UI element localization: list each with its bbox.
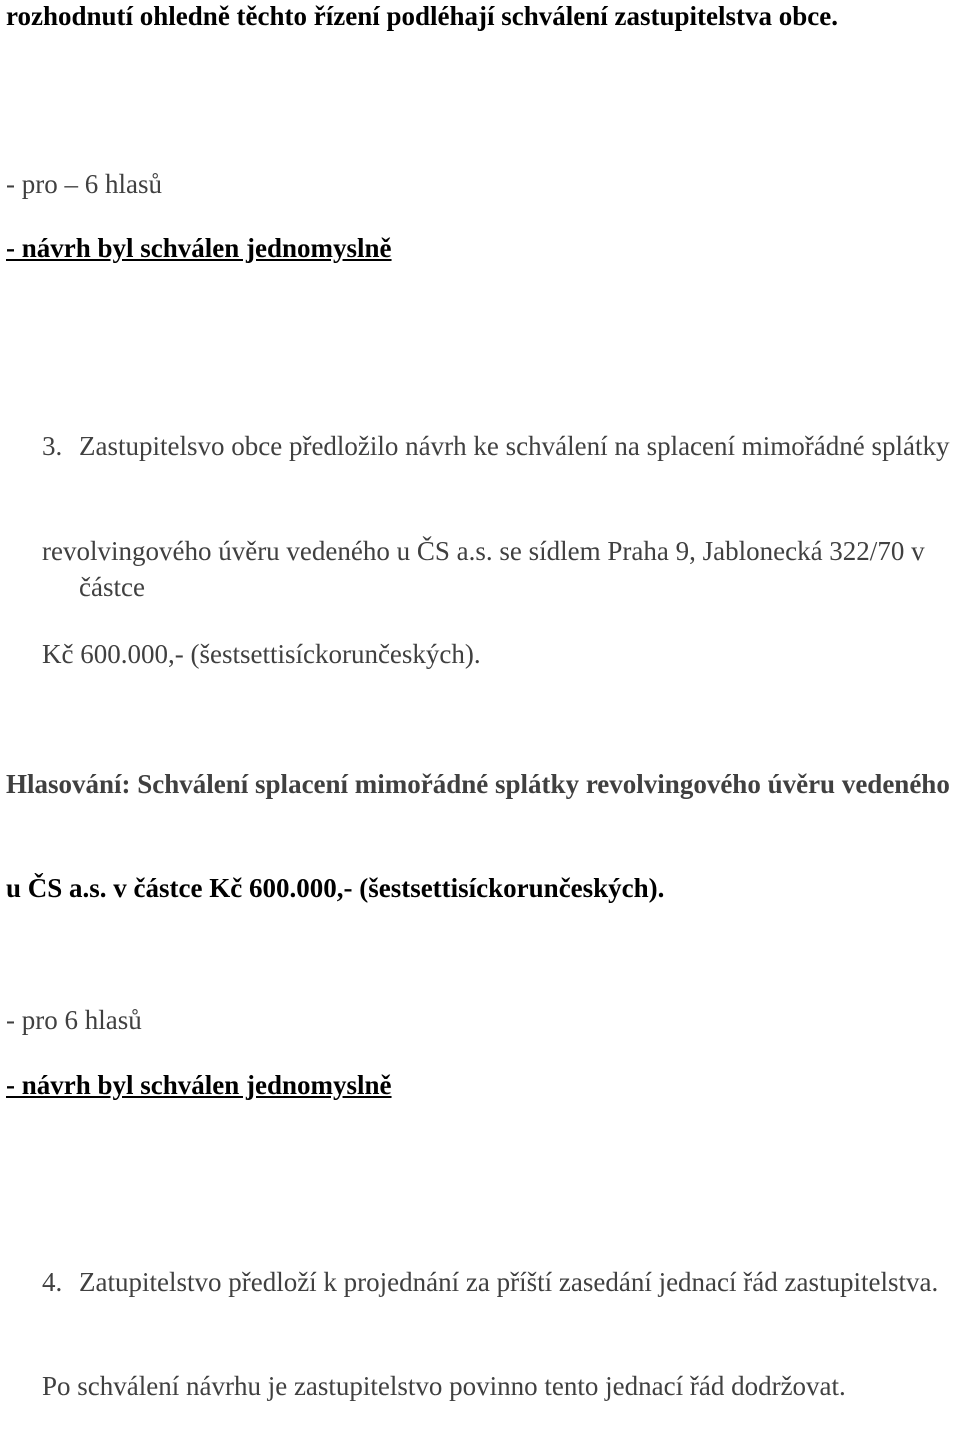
intro-paragraph: rozhodnutí ohledně těchto řízení podléhají schválení zastupitelstva obce. (6, 1, 839, 31)
hlasovani-line1: Hlasování: Schválení splacení mimořádné splátky revolvingového úvěru vedeného (6, 769, 950, 799)
item3-paragraph-2 (42, 533, 960, 605)
item4-paragraph-2 (42, 1368, 909, 1404)
item3-text: Zastupitelsvo obce předložilo návrh ke schválení na splacení mimořádné splátky (79, 431, 950, 461)
hlasovani-line2: u ČS a.s. v částce Kč 600.000,- (šestsettisíckorunčeských). (6, 873, 665, 903)
item3-amount: Kč 600.000,- (šestsettisíckorunčeských). (42, 639, 481, 669)
vote2-count: - pro 6 hlasů (6, 1005, 142, 1035)
item3-paragraph (42, 428, 959, 464)
item3-number: 3. (42, 431, 63, 461)
vote1-result: - návrh byl schválen jednomyslně (6, 233, 392, 263)
item4-number: 4. (42, 1267, 63, 1297)
item4-text: Zatupitelstvo předloží k projednání za příští zasedání jednací řád zastupitelstva. (79, 1267, 939, 1297)
item4-paragraph (42, 1264, 959, 1300)
vote1-count: - pro – 6 hlasů (6, 169, 162, 199)
item4-text2: Po schválení návrhu je zastupitelstvo povinno tento jednací řád dodržovat. (42, 1371, 846, 1401)
vote2-result: - návrh byl schválen jednomyslně (6, 1070, 392, 1100)
item3-text2: revolvingového úvěru vedeného u ČS a.s. se sídlem Praha 9, Jablonecká 322/70 v částce (42, 536, 925, 602)
